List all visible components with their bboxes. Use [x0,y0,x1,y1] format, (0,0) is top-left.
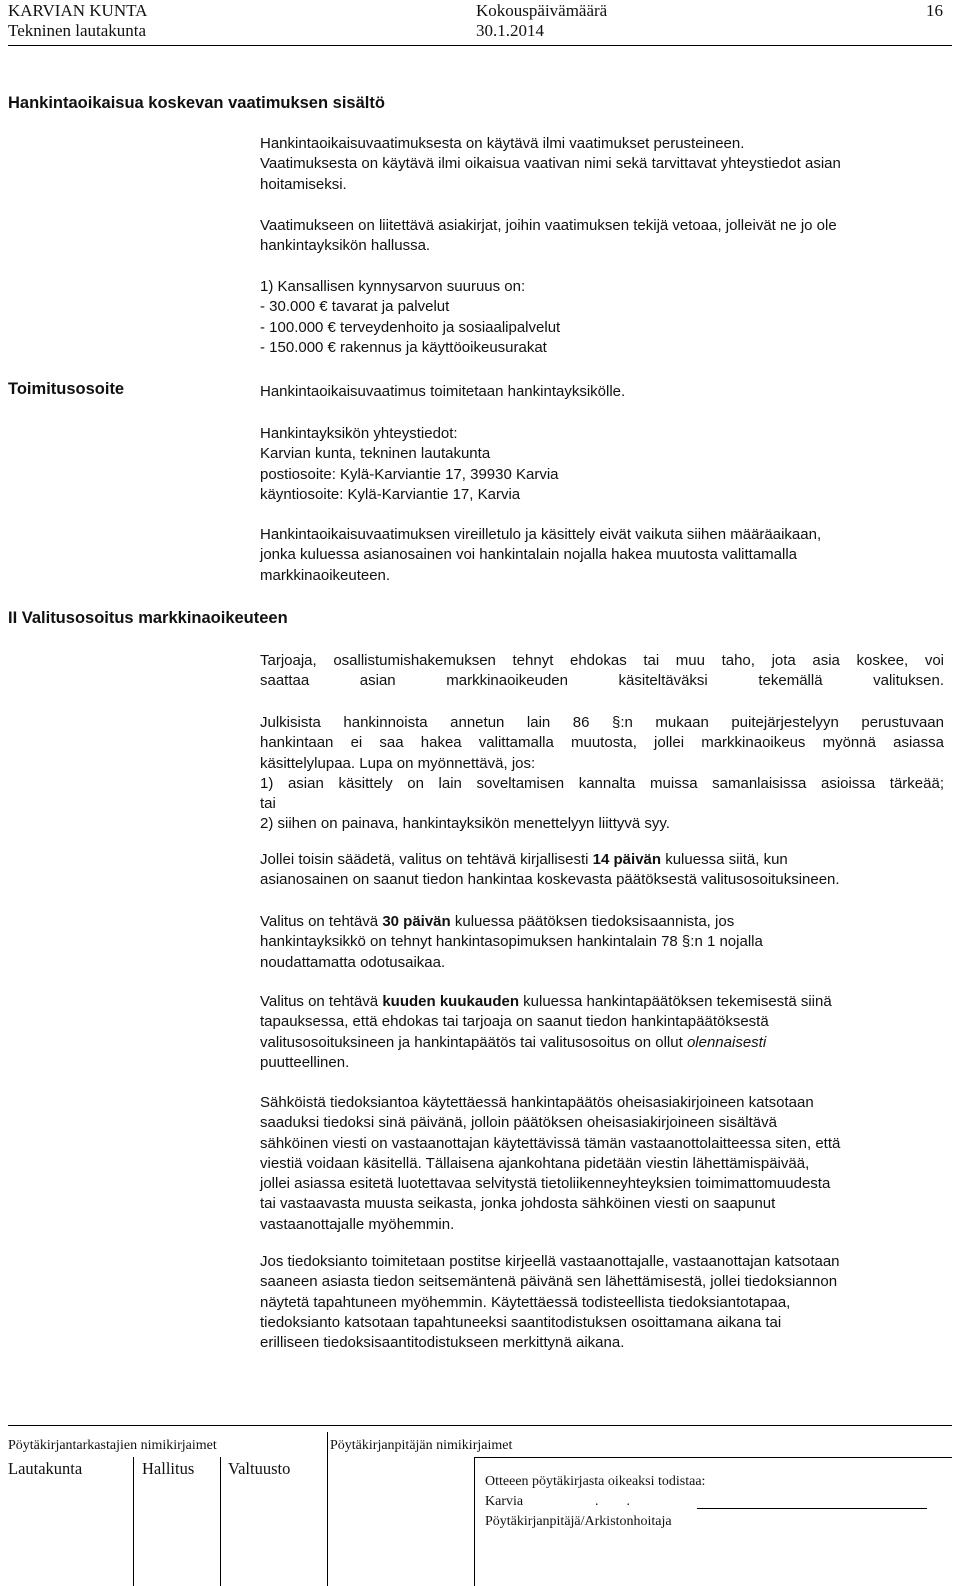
text-line: 2) siihen on painava, hankintayksikön menettelyyn liittyvä syy. [260,815,670,833]
list-item: - 150.000 € rakennus ja käyttöoikeusurakat [260,338,547,356]
text-line: Valitus on tehtävä 30 päivän kuluessa päätöksen tiedoksisaannista, jos [260,913,735,930]
certification-role: Pöytäkirjanpitäjä/Arkistonhoitaja [485,1514,672,1529]
header-org: KARVIAN KUNTA [8,1,148,20]
footer-divider [133,1457,134,1586]
paragraph-toimitus [260,382,625,402]
text-line: Sähköistä tiedoksiantoa käytettäessä hankintapäätös oheisasiakirjoineen katsotaan [260,1094,814,1111]
certification-place: Karvia [485,1494,524,1509]
text-line: tiedoksianto katsotaan tapahtuneeksi saantitodistuksen osoittamana aikana tai [260,1313,782,1331]
text-line: Hankintaoikaisuvaatimuksen vireilletulo ja käsittely eivät vaikuta siihen määräaikaan, [260,526,822,543]
paragraph-tarjoaja [260,651,944,692]
section-title-valitusosoitus: II Valitusosoitus markkinaoikeuteen [8,609,288,627]
paragraph-postitse [260,1252,840,1353]
text-line: Hankintaoikaisuvaatimus toimitetaan hankintayksikölle. [260,383,626,400]
text-line: käsittelylupaa. Lupa on myönnettävä, jos: [260,754,536,772]
paragraph-14-paivan [260,850,840,891]
footer-tarkastajat-label: Pöytäkirjantarkastajien nimikirjaimet [8,1438,217,1453]
footer-body-valtuusto: Valtuusto [228,1459,291,1478]
text-line: 1) asian käsittely on lain soveltamisen kannalta muissa samanlaisissa asioissa tärkeää; [260,774,944,792]
text-line: valitusosoituksineen ja hankintapäätös tai valitusosoitus on ollut olennaisesti [260,1033,767,1051]
footer-poytakirjanpitaja-label: Pöytäkirjanpitäjän nimikirjaimet [330,1438,513,1453]
footer-body-hallitus: Hallitus [142,1459,195,1478]
emphasis-14-paivan: 14 päivän [592,851,662,868]
certification-title: Otteeen pöytäkirjasta oikeaksi todistaa: [485,1474,706,1489]
text-line: Hankintayksikön yhteystiedot: [260,425,458,442]
text-line: jollei asiassa esitetä luotettavaa selvitystä tietoliikenneyhteyksien toimimattomuudesta [260,1175,831,1193]
list-item: - 30.000 € tavarat ja palvelut [260,298,450,316]
text-line: Jos tiedoksianto toimitetaan postitse kirjeellä vastaanottajalle, vastaanottajan katsotaan [260,1253,840,1270]
header-date: 30.1.2014 [476,21,544,40]
header-rule [8,45,952,46]
text-line: noudattamatta odotusaikaa. [260,953,446,971]
text-line: Julkisista hankinnoista annetun lain 86 §:n mukaan puitejärjestelyyn perustuvaan [260,714,944,731]
emphasis-kuuden-kuukauden: kuuden kuukauden [382,993,519,1010]
footer-divider [327,1432,328,1460]
paragraph-sahkoinen-tiedoksianto [260,1093,840,1235]
text-line: sähköinen viesti on vastaanottajan käytettävissä tämän vastaanottolaitteessa siten, että [260,1134,841,1152]
text-line: viestiä voidaan käsitellä. Tällaisena ajankohtana pidetään viestin lähettämispäivää, [260,1154,810,1172]
list-item: - 100.000 € terveydenhoito ja sosiaalipalvelut [260,318,561,336]
text-line: käyntiosoite: Kylä-Karviantie 17, Karvia [260,485,521,503]
paragraph-kuuden-kuukauden [260,992,832,1073]
certification-box [474,1457,952,1586]
text-line: tai vastaavasta muusta seikasta, jonka johdosta sähköinen viesti on saapunut [260,1195,776,1213]
text-line: hankintayksikön hallussa. [260,237,431,255]
text-line: hoitamiseksi. [260,175,347,193]
certification-date-dots: . . [595,1494,630,1509]
text-line: Valitus on tehtävä kuuden kuukauden kuluessa hankintapäätöksen tekemisestä siinä [260,993,832,1010]
emphasis-30-paivan: 30 päivän [382,913,451,930]
header-date-label: Kokouspäivämäärä [476,1,608,20]
text-line: Tarjoaja, osallistumishakemuksen tehnyt ehdokas tai muu taho, jota asia koskee, voi [260,652,944,669]
text-line: saaneen asiasta tiedon seitsemäntenä päivänä sen lähettämisestä, jollei tiedoksiannon [260,1273,838,1291]
header-body: Tekninen lautakunta [8,21,147,40]
text-line: erilliseen tiedoksisaantitodistukseen merkittynä aikana. [260,1334,625,1352]
footer-body-lautakunta: Lautakunta [8,1459,83,1478]
text-line: Vaatimukseen on liitettävä asiakirjat, joihin vaatimuksen tekijä vetoaa, jolleivät ne jo ole [260,217,837,234]
text-line: Karvian kunta, tekninen lautakunta [260,445,491,463]
page-number: 16 [926,1,943,20]
text-line: Hankintaoikaisuvaatimuksesta on käytävä ilmi vaatimukset perusteineen. [260,135,745,152]
text-line: postiosoite: Kylä-Karviantie 17, 39930 Karvia [260,465,559,483]
text-line: näytetä tapahtuneen myöhemmin. Käytettäessä todisteellista tiedoksiantotapaa, [260,1293,791,1311]
text-line: vastaanottajalle myöhemmin. [260,1215,455,1233]
paragraph-vaatimukset [260,134,841,195]
footer-divider [220,1457,221,1586]
section-title-hankintaoikaisu: Hankintaoikaisua koskevan vaatimuksen sisältö [8,94,385,112]
text-line: Jollei toisin säädetä, valitus on tehtävä kirjallisesti 14 päivän kuluessa siitä, kun [260,851,788,868]
text-line: jonka kuluessa asianosainen voi hankintalain nojalla hakea muutosta valittamalla [260,546,798,564]
text-line: puutteellinen. [260,1053,350,1071]
paragraph-puitejarjestely [260,713,944,835]
text-line: tapauksessa, että ehdokas tai tarjoaja on saanut tiedon hankintapäätöksestä [260,1013,769,1031]
text-line: tai [260,795,276,813]
paragraph-vireilletulo [260,525,821,586]
threshold-list [260,277,560,358]
text-line: hankintaan ei saa hakea valittamalla muutosta, jollei markkinaoikeus myönnä asiassa [260,734,944,752]
text-line: saaduksi tiedoksi sinä päivänä, jolloin päätöksen oheisasiakirjoineen sisältävä [260,1114,777,1132]
text-line: 1) Kansallisen kynnysarvon suuruus on: [260,278,526,295]
paragraph-liitteet [260,216,837,257]
text-line: markkinaoikeuteen. [260,566,391,584]
text-line: saattaa asian markkinaoikeuden käsiteltäväksi tekemällä valituksen. [260,672,944,690]
contact-block [260,424,559,505]
footer-divider [327,1457,328,1586]
signature-line [697,1508,927,1509]
emphasis-olennaisesti: olennaisesti [686,1033,767,1051]
text-line: hankintayksikkö on tehnyt hankintasopimuksen hankintalain 78 §:n 1 nojalla [260,933,763,951]
toimitusosoite-label: Toimitusosoite [8,380,125,398]
paragraph-30-paivan [260,912,763,973]
footer-rule [8,1425,952,1426]
text-line: Vaatimuksesta on käytävä ilmi oikaisua vaativan nimi sekä tarvittavat yhteystiedot asian [260,155,841,173]
text-line: asianosainen on saanut tiedon hankintaa koskevasta päätöksestä valitusosoituksineen. [260,871,840,889]
